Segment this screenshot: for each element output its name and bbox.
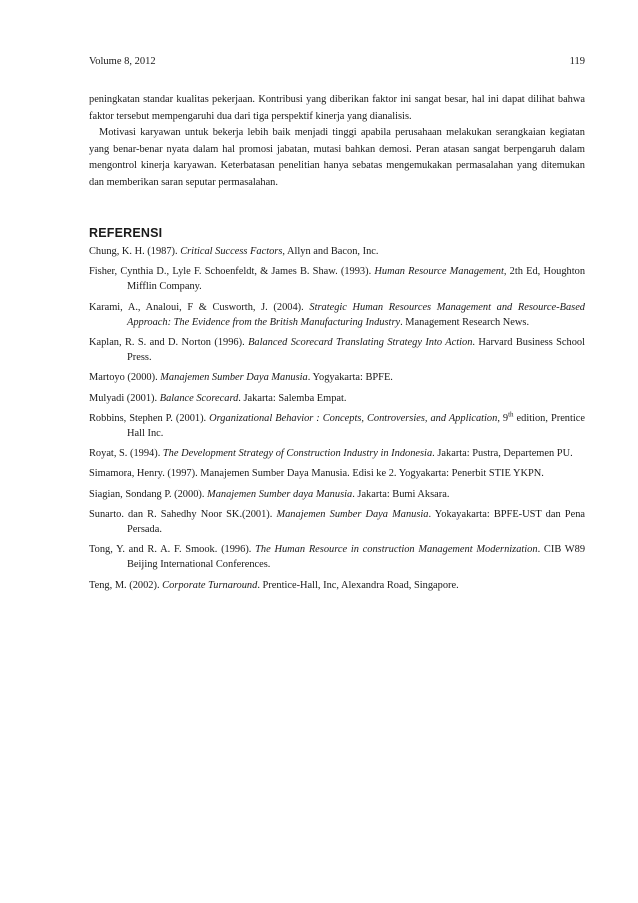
reference-item: Royat, S. (1994). The Development Strategy of Construction Industry in Indonesia. Jakarta: Pustra, Departemen PU. xyxy=(89,448,573,460)
reference-item: Kaplan, R. S. and D. Norton (1996). Balanced Scorecard Translating Strategy Into Action. Harvard Business School Press. xyxy=(89,337,586,364)
paragraph-2: Motivasi karyawan untuk bekerja lebih baik menjadi tinggi apabila perusahaan melakukan serangkaian kegiatan yang benar-benar nyata dalam hal promosi jabatan, mutasi bahkan demosi. Peran atasan sangat berpengaruh dalam mengontrol kinerja karyawan. Keterbatasan penelitian hanya sebatas mengemukakan permasalahan yang ditemukan dan memberikan saran seputar permasalahan. xyxy=(89,127,585,188)
paragraph-1: peningkatan standar kualitas pekerjaan. Kontribusi yang diberikan faktor ini sangat besar, hal ini dapat dilihat bahwa faktor tersebut mempengaruhi dua dari tiga perspektif kinerja yang dianalisis. xyxy=(89,94,585,122)
reference-item: Martoyo (2000). Manajemen Sumber Daya Manusia. Yogyakarta: BPFE. xyxy=(89,372,393,384)
reference-item: Fisher, Cynthia D., Lyle F. Schoenfeldt, & James B. Shaw. (1993). Human Resource Management, 2th Ed, Houghton Mifflin Company. xyxy=(89,266,586,293)
reference-item: Robbins, Stephen P. (2001). Organizational Behavior : Concepts, Controversies, and Application, 9th edition, Prentice Hall Inc. xyxy=(89,410,585,440)
reference-item: Mulyadi (2001). Balance Scorecard. Jakarta: Salemba Empat. xyxy=(89,392,347,404)
reference-item: Siagian, Sondang P. (2000). Manajemen Sumber daya Manusia. Jakarta: Bumi Aksara. xyxy=(89,488,450,500)
reference-list xyxy=(89,244,585,598)
reference-item: Tong, Y. and R. A. F. Smook. (1996). The Human Resource in construction Management Modernization. CIB W89 Beijing International Conferences. xyxy=(89,544,586,571)
references-heading: REFERENSI xyxy=(89,226,163,240)
reference-item: Sunarto. dan R. Sahedhy Noor SK.(2001). Manajemen Sumber Daya Manusia. Yokayakarta: BPFE-UST dan Pena Persada. xyxy=(89,508,585,536)
body-text xyxy=(89,92,585,192)
reference-item: Karami, A., Analoui, F & Cusworth, J. (2004). Strategic Human Resources Management and Resource-Based Approach: The Evidence from the British Manufacturing Industry. Management Research News. xyxy=(89,301,585,328)
reference-item: Teng, M. (2002). Corporate Turnaround. Prentice-Hall, Inc, Alexandra Road, Singapore. xyxy=(89,579,459,591)
reference-item: Chung, K. H. (1987). Critical Success Factors, Allyn and Bacon, Inc. xyxy=(89,246,379,257)
reference-item: Simamora, Henry. (1997). Manajemen Sumber Daya Manusia. Edisi ke 2. Yogyakarta: Penerbit STIE YKPN. xyxy=(89,468,544,480)
journal-volume: Volume 8, 2012 xyxy=(89,56,156,67)
page-number: 119 xyxy=(569,56,585,67)
